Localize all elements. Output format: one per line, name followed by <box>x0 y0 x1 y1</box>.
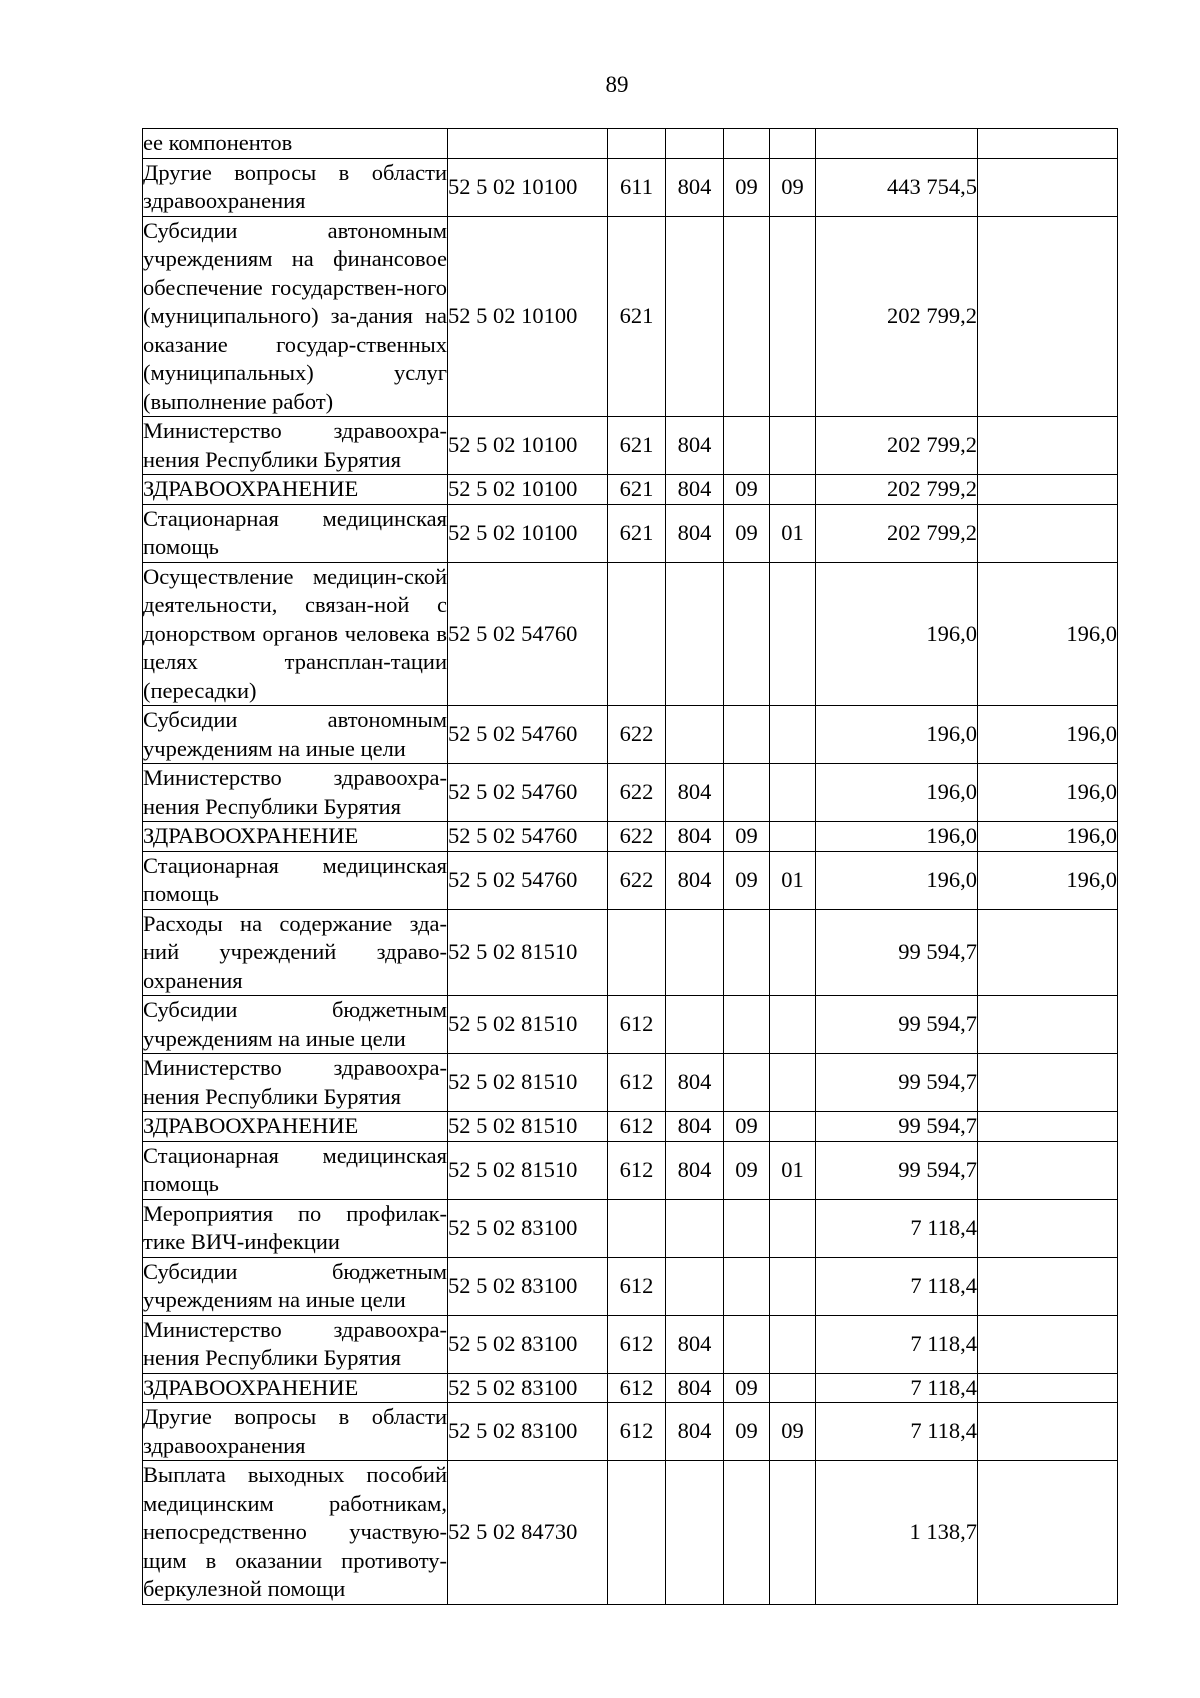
subsection-cell: 01 <box>770 1141 816 1199</box>
amount-federal-cell <box>978 158 1118 216</box>
section-cell: 09 <box>724 158 770 216</box>
amount-federal-cell <box>978 129 1118 159</box>
section-cell <box>724 129 770 159</box>
item-name-cell: ЗДРАВООХРАНЕНИЕ <box>143 822 448 852</box>
item-name-cell: ЗДРАВООХРАНЕНИЕ <box>143 475 448 505</box>
amount-cell: 196,0 <box>816 706 978 764</box>
item-name-cell: Субсидии бюджетным учреждениям на иные цели <box>143 996 448 1054</box>
table-row <box>143 475 1118 505</box>
expense-type-cell: 622 <box>608 764 666 822</box>
item-name-cell: ее компонентов <box>143 129 448 159</box>
table-row <box>143 909 1118 996</box>
subsection-cell <box>770 475 816 505</box>
item-name-cell: Другие вопросы в области здравоохранения <box>143 158 448 216</box>
table-row <box>143 996 1118 1054</box>
target-code-cell: 52 5 02 81510 <box>448 996 608 1054</box>
subsection-cell: 01 <box>770 504 816 562</box>
target-code-cell: 52 5 02 81510 <box>448 1141 608 1199</box>
amount-cell: 202 799,2 <box>816 504 978 562</box>
subsection-cell <box>770 562 816 706</box>
ministry-code-cell <box>666 1199 724 1257</box>
target-code-cell: 52 5 02 83100 <box>448 1403 608 1461</box>
table-row <box>143 1461 1118 1605</box>
item-name-cell: Субсидии автономным учреждениям на финансовое обеспечение государствен-ного (муниципального) за-дания на оказание государ-ственных (муниципальных) услуг (выполнение работ) <box>143 216 448 417</box>
target-code-cell: 52 5 02 54760 <box>448 706 608 764</box>
section-cell: 09 <box>724 1403 770 1461</box>
ministry-code-cell: 804 <box>666 417 724 475</box>
expense-type-cell: 612 <box>608 1054 666 1112</box>
table-row <box>143 764 1118 822</box>
amount-cell: 99 594,7 <box>816 996 978 1054</box>
expense-type-cell: 612 <box>608 1257 666 1315</box>
target-code-cell: 52 5 02 83100 <box>448 1315 608 1373</box>
table-row <box>143 129 1118 159</box>
item-name-cell: Выплата выходных пособий медицинским работникам, непосредственно участвую-щим в оказании противоту-беркулезной помощи <box>143 1461 448 1605</box>
amount-federal-cell <box>978 1141 1118 1199</box>
amount-federal-cell <box>978 1373 1118 1403</box>
table-row <box>143 417 1118 475</box>
amount-cell: 202 799,2 <box>816 475 978 505</box>
expense-type-cell: 612 <box>608 996 666 1054</box>
ministry-code-cell: 804 <box>666 851 724 909</box>
table-row <box>143 1199 1118 1257</box>
item-name-cell: Министерство здравоохра-нения Республики Бурятия <box>143 1315 448 1373</box>
expense-type-cell: 612 <box>608 1373 666 1403</box>
subsection-cell <box>770 1257 816 1315</box>
section-cell <box>724 1315 770 1373</box>
amount-federal-cell <box>978 1054 1118 1112</box>
expense-type-cell: 622 <box>608 851 666 909</box>
expense-type-cell: 622 <box>608 706 666 764</box>
section-cell: 09 <box>724 822 770 852</box>
target-code-cell: 52 5 02 83100 <box>448 1257 608 1315</box>
table-row <box>143 216 1118 417</box>
target-code-cell: 52 5 02 81510 <box>448 1054 608 1112</box>
target-code-cell: 52 5 02 10100 <box>448 504 608 562</box>
amount-federal-cell <box>978 417 1118 475</box>
expense-type-cell <box>608 129 666 159</box>
amount-cell: 196,0 <box>816 562 978 706</box>
section-cell <box>724 996 770 1054</box>
expense-type-cell: 621 <box>608 475 666 505</box>
target-code-cell: 52 5 02 10100 <box>448 158 608 216</box>
item-name-cell: Министерство здравоохра-нения Республики Бурятия <box>143 417 448 475</box>
amount-federal-cell <box>978 504 1118 562</box>
ministry-code-cell: 804 <box>666 1403 724 1461</box>
ministry-code-cell <box>666 1257 724 1315</box>
table-row <box>143 504 1118 562</box>
table-row <box>143 1315 1118 1373</box>
table-row <box>143 822 1118 852</box>
table-row <box>143 706 1118 764</box>
amount-federal-cell <box>978 996 1118 1054</box>
amount-federal-cell <box>978 216 1118 417</box>
target-code-cell: 52 5 02 84730 <box>448 1461 608 1605</box>
subsection-cell <box>770 1112 816 1142</box>
ministry-code-cell: 804 <box>666 158 724 216</box>
target-code-cell: 52 5 02 81510 <box>448 909 608 996</box>
amount-federal-cell <box>978 1112 1118 1142</box>
table-row <box>143 1257 1118 1315</box>
ministry-code-cell: 804 <box>666 1112 724 1142</box>
section-cell: 09 <box>724 851 770 909</box>
expense-type-cell <box>608 1461 666 1605</box>
amount-federal-cell: 196,0 <box>978 822 1118 852</box>
expense-type-cell <box>608 562 666 706</box>
target-code-cell: 52 5 02 83100 <box>448 1199 608 1257</box>
expense-type-cell: 612 <box>608 1403 666 1461</box>
expense-type-cell: 621 <box>608 504 666 562</box>
target-code-cell: 52 5 02 54760 <box>448 851 608 909</box>
subsection-cell <box>770 1054 816 1112</box>
table-row <box>143 851 1118 909</box>
table-body <box>143 129 1118 1605</box>
target-code-cell <box>448 129 608 159</box>
item-name-cell: Субсидии бюджетным учреждениям на иные цели <box>143 1257 448 1315</box>
expense-type-cell <box>608 1199 666 1257</box>
amount-cell: 202 799,2 <box>816 417 978 475</box>
ministry-code-cell <box>666 129 724 159</box>
amount-cell: 7 118,4 <box>816 1373 978 1403</box>
ministry-code-cell <box>666 706 724 764</box>
expense-type-cell: 611 <box>608 158 666 216</box>
amount-cell: 1 138,7 <box>816 1461 978 1605</box>
item-name-cell: Стационарная медицинская помощь <box>143 504 448 562</box>
section-cell <box>724 1199 770 1257</box>
subsection-cell <box>770 909 816 996</box>
section-cell <box>724 1461 770 1605</box>
amount-cell: 99 594,7 <box>816 1141 978 1199</box>
item-name-cell: Субсидии автономным учреждениям на иные цели <box>143 706 448 764</box>
item-name-cell: ЗДРАВООХРАНЕНИЕ <box>143 1373 448 1403</box>
item-name-cell: Расходы на содержание зда-ний учреждений здраво-охранения <box>143 909 448 996</box>
amount-cell <box>816 129 978 159</box>
amount-cell: 196,0 <box>816 822 978 852</box>
expense-type-cell: 612 <box>608 1315 666 1373</box>
amount-cell: 99 594,7 <box>816 909 978 996</box>
amount-federal-cell <box>978 1461 1118 1605</box>
section-cell <box>724 417 770 475</box>
target-code-cell: 52 5 02 10100 <box>448 417 608 475</box>
subsection-cell <box>770 1373 816 1403</box>
target-code-cell: 52 5 02 81510 <box>448 1112 608 1142</box>
table-row <box>143 1373 1118 1403</box>
subsection-cell <box>770 216 816 417</box>
ministry-code-cell <box>666 216 724 417</box>
expense-type-cell <box>608 909 666 996</box>
section-cell <box>724 909 770 996</box>
ministry-code-cell <box>666 909 724 996</box>
table-row <box>143 1112 1118 1142</box>
item-name-cell: Другие вопросы в области здравоохранения <box>143 1403 448 1461</box>
table-row <box>143 1054 1118 1112</box>
expense-type-cell: 622 <box>608 822 666 852</box>
expense-type-cell: 621 <box>608 417 666 475</box>
ministry-code-cell: 804 <box>666 1054 724 1112</box>
section-cell <box>724 1054 770 1112</box>
section-cell: 09 <box>724 1112 770 1142</box>
amount-federal-cell <box>978 909 1118 996</box>
table-row <box>143 1403 1118 1461</box>
budget-table <box>142 128 1118 1605</box>
amount-cell: 7 118,4 <box>816 1315 978 1373</box>
ministry-code-cell <box>666 996 724 1054</box>
ministry-code-cell: 804 <box>666 1373 724 1403</box>
subsection-cell <box>770 996 816 1054</box>
target-code-cell: 52 5 02 83100 <box>448 1373 608 1403</box>
section-cell <box>724 706 770 764</box>
amount-federal-cell: 196,0 <box>978 562 1118 706</box>
target-code-cell: 52 5 02 54760 <box>448 764 608 822</box>
ministry-code-cell: 804 <box>666 475 724 505</box>
ministry-code-cell <box>666 1461 724 1605</box>
target-code-cell: 52 5 02 54760 <box>448 822 608 852</box>
table-row <box>143 158 1118 216</box>
amount-federal-cell <box>978 1199 1118 1257</box>
amount-cell: 7 118,4 <box>816 1403 978 1461</box>
item-name-cell: Министерство здравоохра-нения Республики Бурятия <box>143 1054 448 1112</box>
item-name-cell: Стационарная медицинская помощь <box>143 1141 448 1199</box>
section-cell: 09 <box>724 1373 770 1403</box>
amount-federal-cell: 196,0 <box>978 851 1118 909</box>
subsection-cell <box>770 764 816 822</box>
amount-cell: 443 754,5 <box>816 158 978 216</box>
section-cell <box>724 1257 770 1315</box>
amount-cell: 202 799,2 <box>816 216 978 417</box>
expense-type-cell: 612 <box>608 1141 666 1199</box>
amount-cell: 99 594,7 <box>816 1112 978 1142</box>
ministry-code-cell: 804 <box>666 1141 724 1199</box>
expense-type-cell: 612 <box>608 1112 666 1142</box>
ministry-code-cell: 804 <box>666 504 724 562</box>
section-cell: 09 <box>724 504 770 562</box>
amount-federal-cell <box>978 1257 1118 1315</box>
target-code-cell: 52 5 02 54760 <box>448 562 608 706</box>
item-name-cell: Осуществление медицин-ской деятельности, связан-ной с донорством органов человека в целях трансплан-тации (пересадки) <box>143 562 448 706</box>
section-cell: 09 <box>724 475 770 505</box>
target-code-cell: 52 5 02 10100 <box>448 216 608 417</box>
amount-federal-cell <box>978 1403 1118 1461</box>
ministry-code-cell: 804 <box>666 822 724 852</box>
ministry-code-cell: 804 <box>666 764 724 822</box>
target-code-cell: 52 5 02 10100 <box>448 475 608 505</box>
expense-type-cell: 621 <box>608 216 666 417</box>
page-number: 89 <box>605 72 629 97</box>
amount-federal-cell: 196,0 <box>978 764 1118 822</box>
subsection-cell <box>770 1461 816 1605</box>
section-cell <box>724 562 770 706</box>
subsection-cell: 09 <box>770 158 816 216</box>
item-name-cell: ЗДРАВООХРАНЕНИЕ <box>143 1112 448 1142</box>
amount-cell: 196,0 <box>816 764 978 822</box>
item-name-cell: Стационарная медицинская помощь <box>143 851 448 909</box>
item-name-cell: Мероприятия по профилак-тике ВИЧ-инфекции <box>143 1199 448 1257</box>
subsection-cell: 09 <box>770 1403 816 1461</box>
table-row <box>143 1141 1118 1199</box>
subsection-cell <box>770 1315 816 1373</box>
amount-federal-cell: 196,0 <box>978 706 1118 764</box>
amount-cell: 196,0 <box>816 851 978 909</box>
ministry-code-cell <box>666 562 724 706</box>
amount-cell: 7 118,4 <box>816 1257 978 1315</box>
subsection-cell: 01 <box>770 851 816 909</box>
item-name-cell: Министерство здравоохра-нения Республики Бурятия <box>143 764 448 822</box>
subsection-cell <box>770 822 816 852</box>
table-row <box>143 562 1118 706</box>
subsection-cell <box>770 129 816 159</box>
amount-federal-cell <box>978 1315 1118 1373</box>
section-cell <box>724 216 770 417</box>
amount-cell: 7 118,4 <box>816 1199 978 1257</box>
ministry-code-cell: 804 <box>666 1315 724 1373</box>
subsection-cell <box>770 706 816 764</box>
section-cell: 09 <box>724 1141 770 1199</box>
subsection-cell <box>770 417 816 475</box>
amount-cell: 99 594,7 <box>816 1054 978 1112</box>
amount-federal-cell <box>978 475 1118 505</box>
subsection-cell <box>770 1199 816 1257</box>
section-cell <box>724 764 770 822</box>
